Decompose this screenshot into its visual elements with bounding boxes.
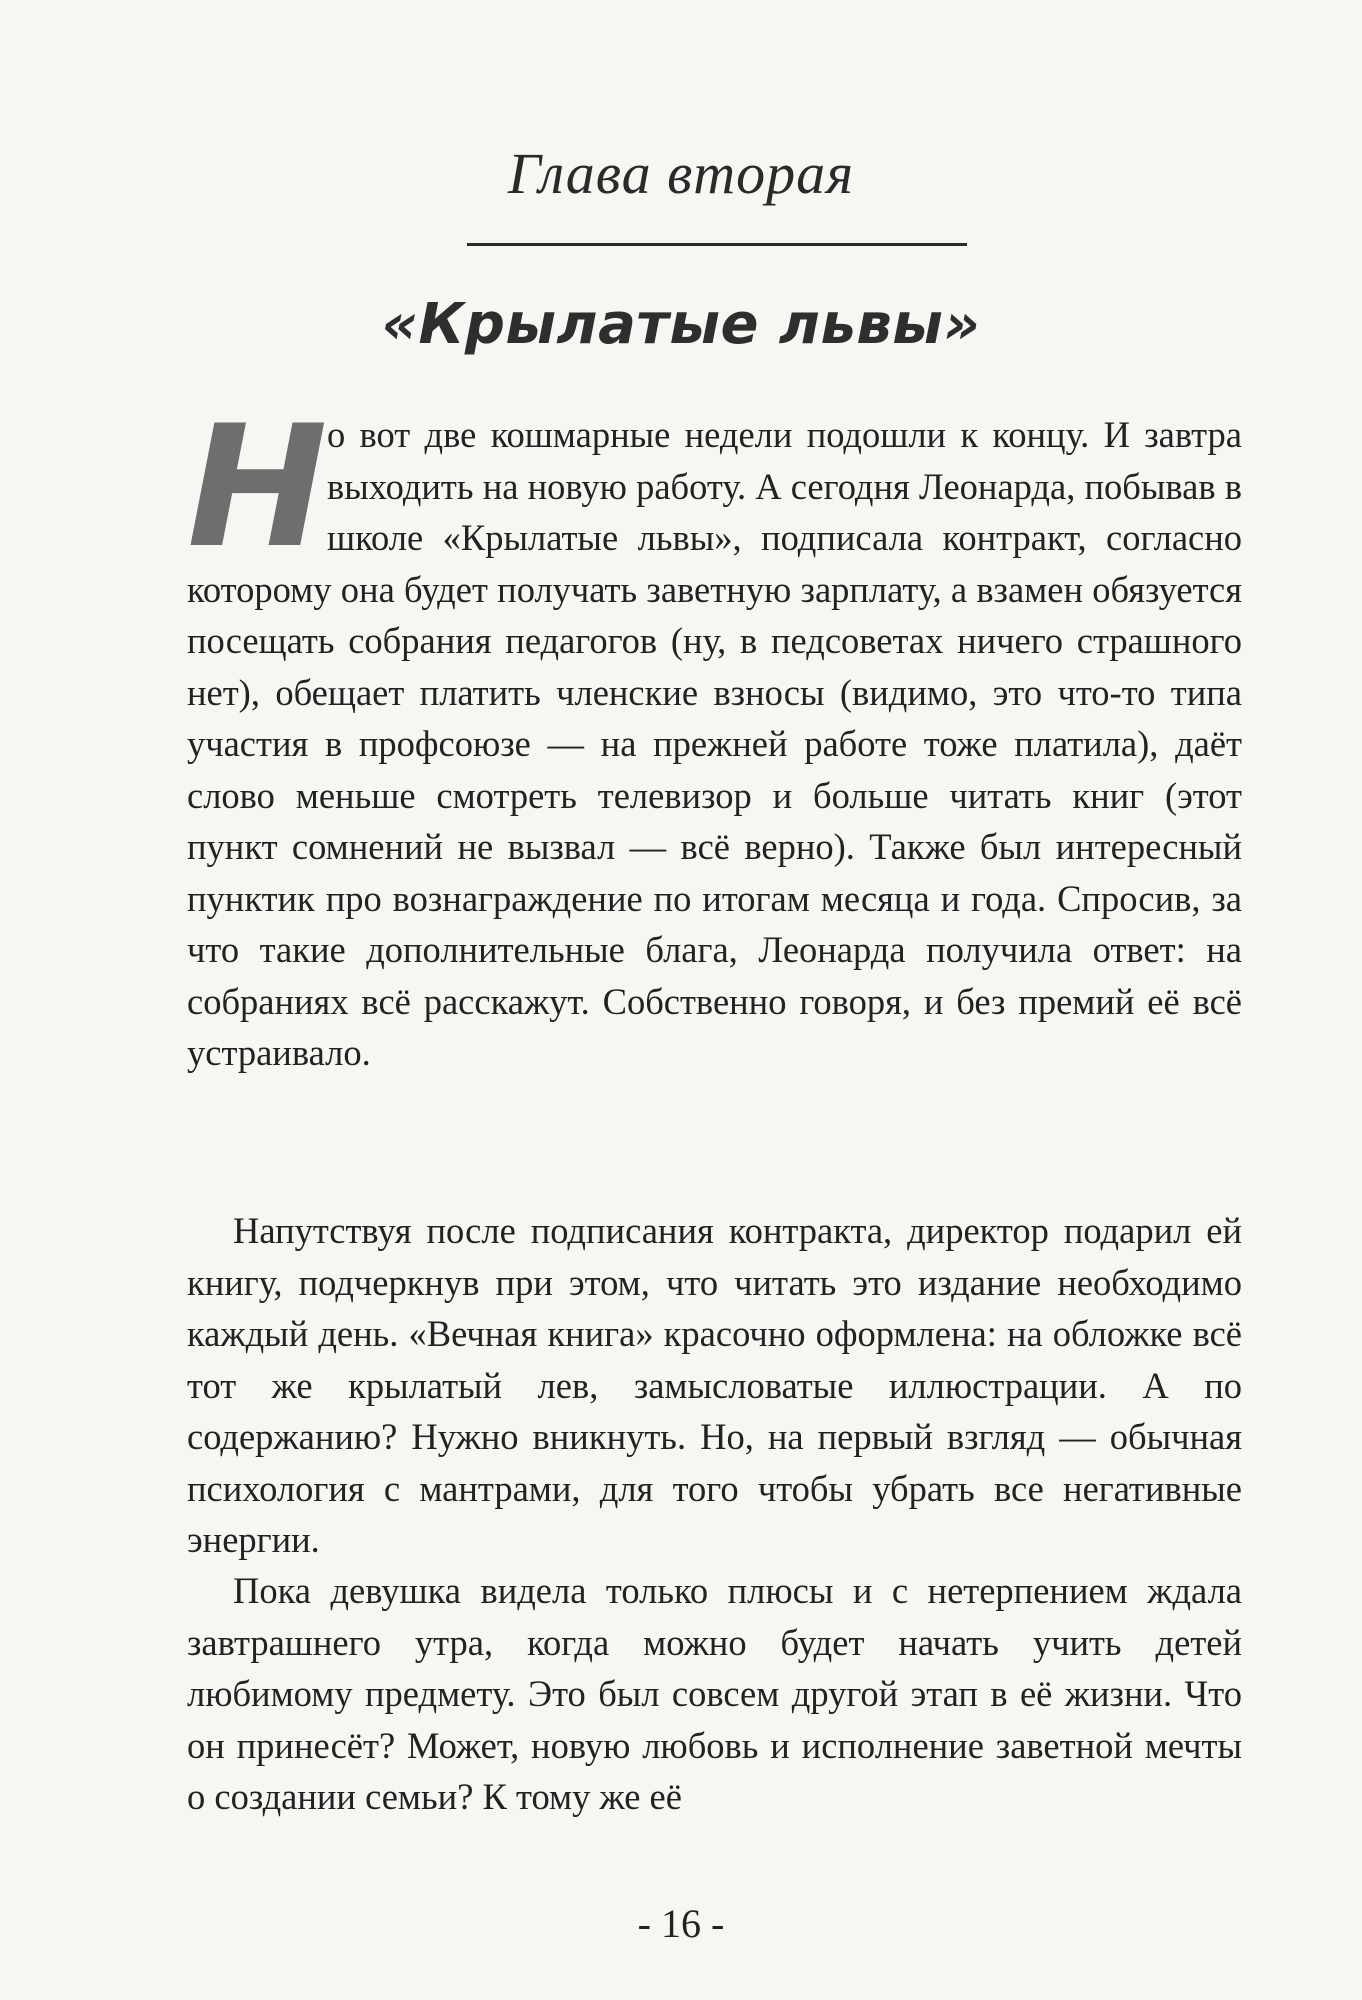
paragraph-2-text: Напутствуя после подписания контракта, директор подарил ей книгу, подчеркнув при этом, что читать это издание необходимо каждый день. «Вечная книга» красочно оформлена: на обложке всё тот же крылатый лев, замысловатые иллюстрации. А по содержанию? Нужно вникнуть. Но, на первый взгляд — обычная психология с мантрами, для того чтобы убрать все негативные энергии. — [187, 1210, 1242, 1560]
paragraph-2 — [187, 1205, 1242, 1566]
paragraph-1-text: о вот две кошмарные недели подошли к концу. И завтра выходить на новую работу. А сегодня Леонарда, побывав в школе «Крылатые львы», подписала контракт, согласно которому она будет получать заветную зарплату, а взамен обязуется посещать собрания педагогов (ну, в педсоветах ничего страшного нет), обещает платить членские взносы (видимо, это что-то типа участия в профсоюзе — на прежней работе тоже платила), даёт слово меньше смотреть телевизор и больше читать книг (этот пункт сомнений не вызвал — всё верно). Также был интересный пунктик про вознаграждение по итогам месяца и года. Спросив, за что такие дополнительные блага, Леонарда получила ответ: на собраниях всё расскажут. Собственно говоря, и без премий её всё устраивало. — [187, 414, 1242, 1073]
paragraph-1 — [187, 389, 1242, 1079]
chapter-label: Глава вторая — [507, 141, 855, 206]
chapter-title: «Крылатые львы» — [381, 292, 981, 357]
page-number: - 16 - — [637, 1901, 725, 1946]
paragraph-3-text: Пока девушка видела только плюсы и с нетерпением ждала завтрашнего утра, когда можно будет начать учить детей любимому предмету. Это был совсем другой этап в её жизни. Что он принесёт? Может, новую любовь и исполнение заветной мечты о создании семьи? К тому же её — [187, 1570, 1242, 1817]
drop-cap-letter: Н — [187, 389, 328, 585]
chapter-divider — [467, 243, 967, 246]
paragraph-3 — [187, 1565, 1242, 1823]
